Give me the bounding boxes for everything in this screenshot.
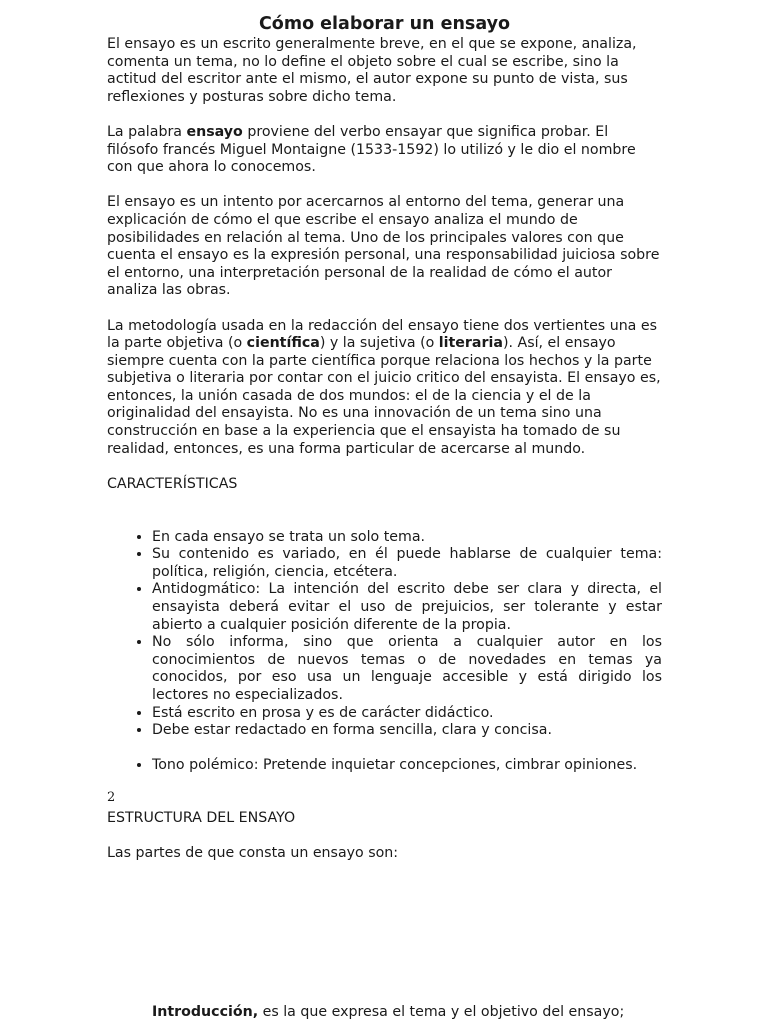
list-item: • Tono polémico: Pretende inquietar concepciones, cimbrar opiniones. [152, 757, 662, 775]
list-item: • Su contenido es variado, en él puede hablarse de cualquier tema: política, religión, ciencia, etcétera. [152, 546, 662, 581]
intro-item [152, 1004, 672, 1022]
bold-term-literaria: literaria [438, 335, 503, 352]
intro-text: es la que expresa el tema y el objetivo del ensayo; [258, 1004, 625, 1020]
parts-intro-text: Las partes de que consta un ensayo son: [107, 845, 399, 862]
paragraph-intent: El ensayo es un intento por acercarnos al entorno del tema, generar una explicación de cómo el que escribe el ensayo analiza el mundo de posibilidades en relación al tema. Uno de los principales valores con que cuenta el ensayo es la expresión personal, una responsabilidad juiciosa sobre el entorno, una interpretación personal de la realidad de cómo el autor analiza las obras. [107, 194, 660, 299]
list-item: • En cada ensayo se trata un solo tema. [152, 529, 662, 547]
text-span: ) y la sujetiva (o [319, 335, 439, 352]
text-span: La metodología usada en la redacción del ensayo tiene dos vertientes una es la parte objetiva (o [107, 317, 658, 352]
list-item: • Está escrito en prosa y es de carácter didáctico. [152, 705, 662, 723]
characteristics-list [107, 529, 662, 740]
paragraph-definition: El ensayo es un escrito generalmente breve, en el que se expone, analiza, comenta un tema, no lo define el objeto sobre el cual se escribe, sino la actitud del escritor ante el mismo, el autor expone su punto de vista, sus reflexiones y posturas sobre dicho tema. [107, 36, 637, 105]
list-item: • Antidogmático: La intención del escrito debe ser clara y directa, el ensayista deberá evitar el uso de prejuicios, ser tolerante y estar abierto a cualquier posición diferente de la propia. [152, 581, 662, 634]
bold-term-cientifica: científica [246, 335, 320, 352]
paragraph-etymology [107, 124, 662, 177]
section-heading-caracteristicas: CARACTERÍSTICAS [107, 475, 238, 492]
document-page [107, 12, 662, 863]
page-number: 2 [107, 790, 116, 805]
text-span: La palabra [107, 123, 187, 140]
text-span: proviene del verbo ensayar que significa probar. El filósofo francés Miguel Montaigne (1533-1592) lo utilizó y le dio el nombre con que ahora lo conocemos. [107, 123, 636, 176]
bold-term-ensayo: ensayo [186, 123, 243, 140]
intro-label: Introducción, [152, 1004, 259, 1020]
characteristics-list-continued [107, 757, 662, 775]
text-span: ). Así, el ensayo siempre cuenta con la parte científica porque relaciona los hechos y la parte subjetiva o literaria por contar con el juicio critico del ensayista. El ensayo es, entonces, la unión casada de dos mundos: el de la ciencia y el de la originalidad del ensayista. No es una innovación de un tema sino una construcción en base a la experiencia que el ensayista ha tomado de su realidad, entonces, es una forma particular de acercarse al mundo. [107, 335, 661, 457]
section-heading-estructura: ESTRUCTURA DEL ENSAYO [107, 810, 296, 827]
list-item: • Debe estar redactado en forma sencilla, clara y concisa. [152, 722, 662, 740]
document-title: Cómo elaborar un ensayo [258, 14, 511, 34]
paragraph-methodology [107, 318, 662, 459]
list-item: • No sólo informa, sino que orienta a cualquier autor en los conocimientos de nuevos temas o de novedades en temas ya conocidos, por eso usa un lenguaje accesible y está dirigido los lectores no especializados. [152, 634, 662, 704]
